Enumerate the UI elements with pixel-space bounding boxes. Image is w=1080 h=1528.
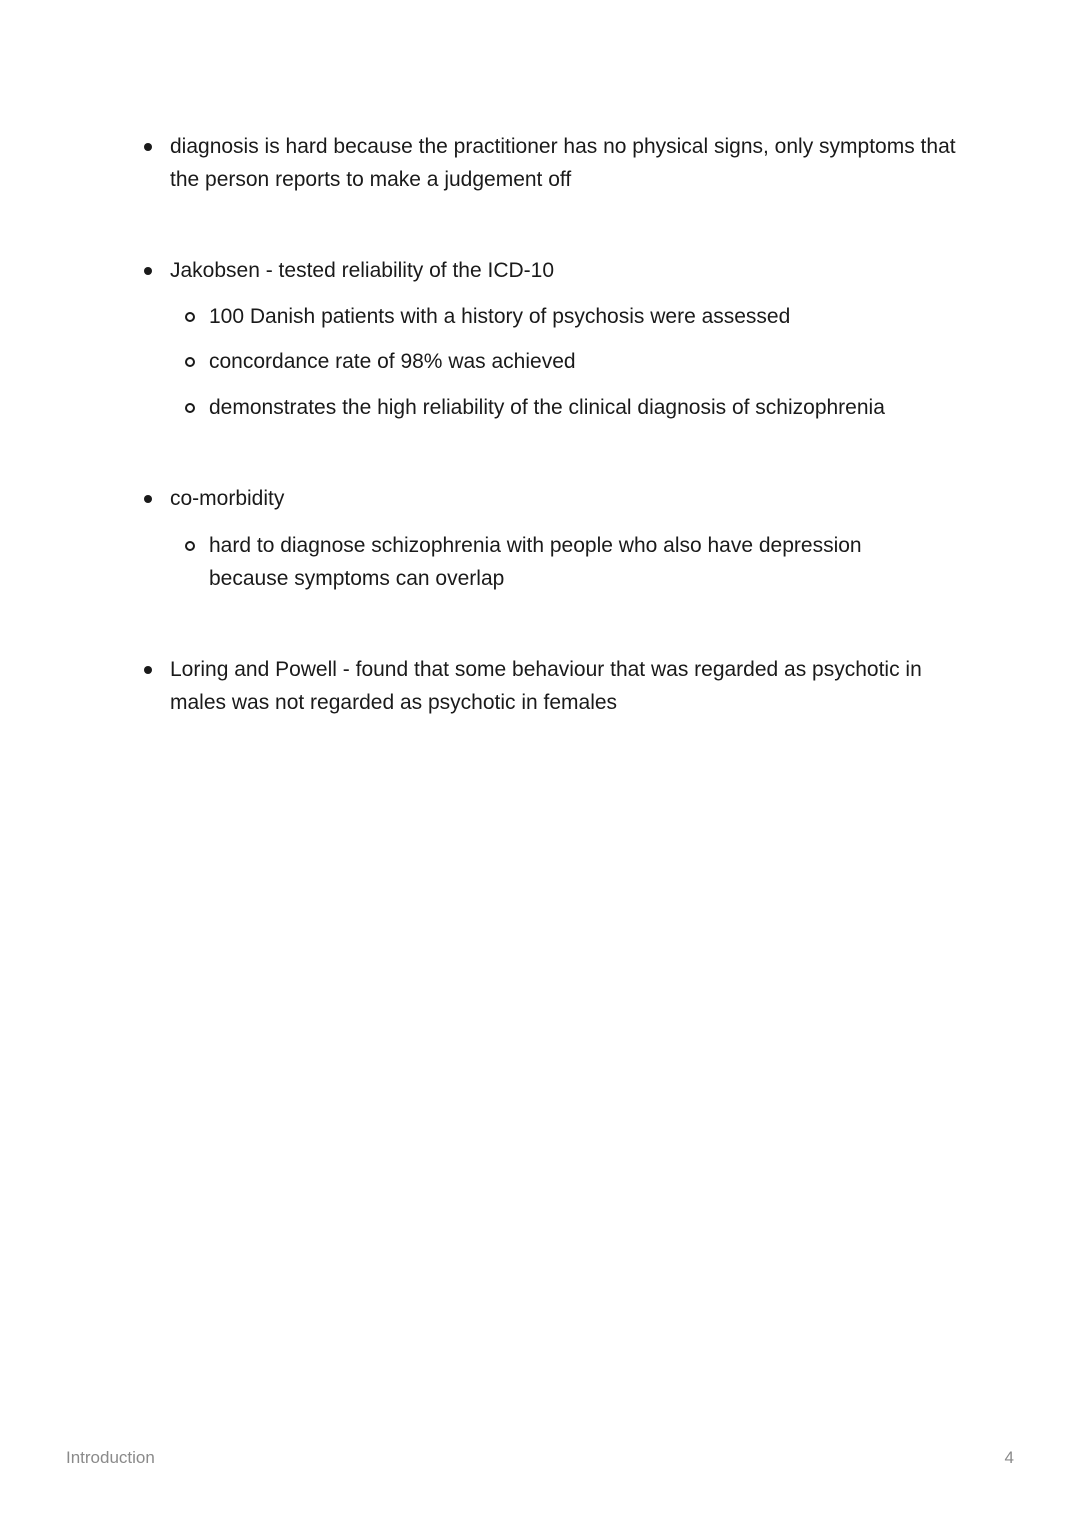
bullet-text: Jakobsen - tested reliability of the ICD-10 [170,259,555,282]
bullet-text: co-morbidity [170,487,285,510]
footer-section-label: Introduction [66,1448,155,1467]
bullet-text: Loring and Powell - found that some behaviour that was regarded as psychotic in males was not regarded as psychotic in females [170,658,922,714]
bullet-dot-icon [144,143,152,151]
bullet-item [140,130,960,196]
sub-bullet-text: concordance rate of 98% was achieved [209,350,576,373]
footer-page-number: 4 [1004,1448,1014,1467]
bullet-item [140,254,960,287]
sub-bullet-text: 100 Danish patients with a history of psychosis were assessed [209,305,791,328]
bullet-item [140,653,940,719]
sub-bullet-item [180,529,900,595]
sub-bullet-circle-icon [185,541,195,551]
bullet-item [140,482,960,515]
bullet-dot-icon [144,495,152,503]
sub-bullet-item [180,345,940,378]
sub-bullet-circle-icon [185,403,195,413]
sub-bullet-circle-icon [185,357,195,367]
sub-bullet-circle-icon [185,312,195,322]
sub-bullet-item [180,391,940,424]
bullet-dot-icon [144,666,152,674]
bullet-text: diagnosis is hard because the practitioner has no physical signs, only symptoms that the person reports to make a judgement off [170,135,956,191]
sub-bullet-item [180,300,940,333]
sub-bullet-text: demonstrates the high reliability of the clinical diagnosis of schizophrenia [209,396,885,419]
sub-bullet-text: hard to diagnose schizophrenia with people who also have depression because symptoms can overlap [209,534,862,590]
bullet-dot-icon [144,267,152,275]
